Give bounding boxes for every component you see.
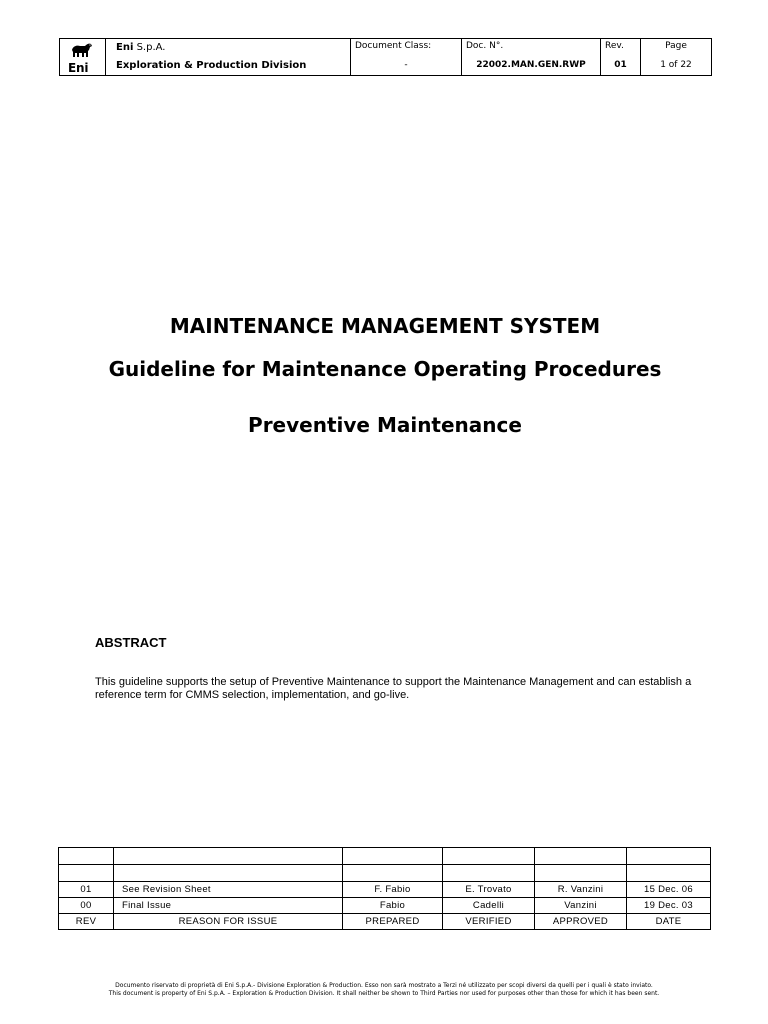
verified-cell: Cadelli [443,898,535,914]
company-name [106,39,350,56]
revision-header-row [59,914,711,930]
division-name: Exploration & Production Division [116,60,307,71]
page-cell [641,39,712,76]
blank-cell [114,848,343,865]
blank-cell [59,865,114,882]
document-title: MAINTENANCE MANAGEMENT SYSTEM [169,314,601,338]
six-legged-dog-icon [70,42,94,62]
blank-cell [343,848,443,865]
blank-cell [535,848,627,865]
revision-cell [601,39,641,76]
company-suffix: S.p.A. [133,42,166,53]
document-topic: Preventive Maintenance [248,413,522,437]
revision-row [59,882,711,898]
confidentiality-footer [40,982,728,998]
verified-cell: E. Trovato [443,882,535,898]
prepared-header: PREPARED [343,914,443,930]
approved-cell: R. Vanzini [535,882,627,898]
page-label: Page [665,41,687,51]
date-cell: 19 Dec. 03 [627,898,711,914]
logo-wordmark: Eni [68,61,89,75]
logo-cell [60,39,106,76]
document-number-label: Doc. N°. [466,41,504,51]
eni-logo [64,42,100,75]
document-class-value: - [404,60,408,70]
blank-cell [114,865,343,882]
blank-cell [443,848,535,865]
blank-cell [59,848,114,865]
revision-row [59,898,711,914]
rev-cell: 01 [59,882,114,898]
document-subtitle: Guideline for Maintenance Operating Procedures [108,357,662,381]
footer-italian: Documento riservato di proprietà di Eni S.p.A.- Divisione Exploration & Production. Esso non sarà mostrato a Terzi né utilizzato per scopi diversi da quelli per i quali è stato inviato. [115,982,653,989]
abstract-heading: ABSTRACT [95,635,167,650]
revision-blank-row [59,848,711,865]
approved-header: APPROVED [535,914,627,930]
blank-cell [443,865,535,882]
revision-value: 01 [614,60,627,70]
revision-table [58,847,711,930]
document-number-cell [462,39,601,76]
document-number-value: 22002.MAN.GEN.RWP [476,60,586,70]
verified-header: VERIFIED [443,914,535,930]
title-block [80,310,690,438]
approved-cell: Vanzini [535,898,627,914]
abstract-text: This guideline supports the setup of Preventive Maintenance to support the Maintenance Management and can establish a reference term for CMMS selection, implementation, and go-live. [95,676,692,701]
company-cell [106,39,351,76]
reason-cell: See Revision Sheet [114,882,343,898]
blank-cell [627,865,711,882]
page-value: 1 of 22 [660,60,692,70]
date-header: DATE [627,914,711,930]
footer-english: This document is property of Eni S.p.A. – Exploration & Production Division. It shall neither be shown to Third Parties nor used for purposes other than those for which it has been sent. [108,990,660,997]
rev-cell: 00 [59,898,114,914]
blank-cell [535,865,627,882]
document-class-cell [351,39,462,76]
blank-cell [343,865,443,882]
reason-cell: Final Issue [114,898,343,914]
document-header [59,38,712,76]
document-class-label: Document Class: [355,41,432,51]
reason-header: REASON FOR ISSUE [114,914,343,930]
revision-label: Rev. [605,41,624,51]
rev-header: REV [59,914,114,930]
date-cell: 15 Dec. 06 [627,882,711,898]
company-name-bold: Eni [116,42,134,53]
prepared-cell: F. Fabio [343,882,443,898]
revision-blank-row [59,865,711,882]
blank-cell [627,848,711,865]
prepared-cell: Fabio [343,898,443,914]
